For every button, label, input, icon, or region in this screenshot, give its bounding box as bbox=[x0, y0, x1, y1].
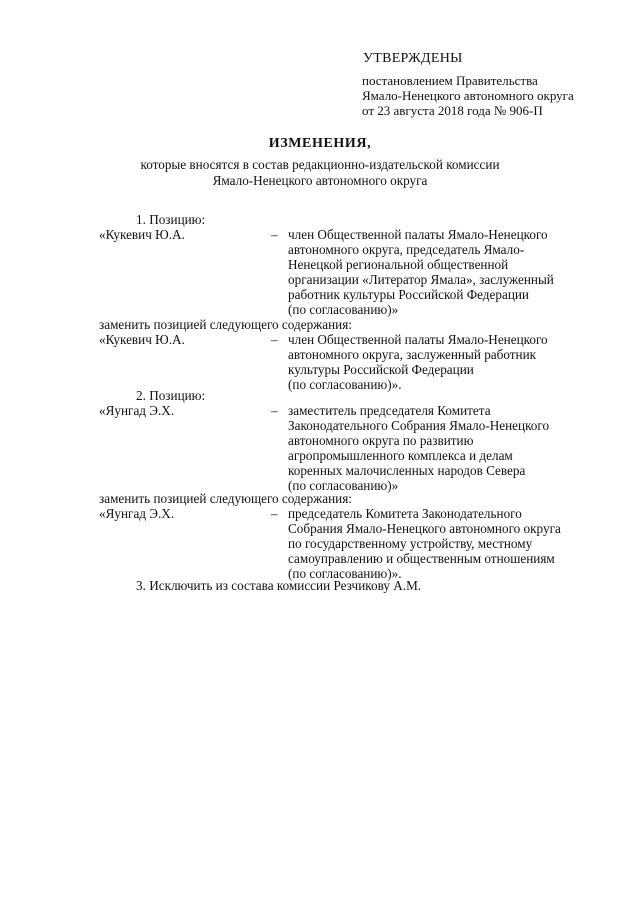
item-1-label: 1. Позицию: bbox=[136, 212, 206, 227]
item-1-old-name: «Кукевич Ю.А. bbox=[99, 227, 185, 242]
desc-line: агропромышленного комплекса и делам bbox=[288, 448, 513, 463]
desc-line: (по согласованию)». bbox=[288, 377, 402, 392]
desc-line: (по согласованию)» bbox=[288, 302, 399, 317]
item-1-new-name: «Кукевич Ю.А. bbox=[99, 332, 185, 347]
desc-line: автономного округа по развитию bbox=[288, 433, 474, 448]
desc-line: член Общественной палаты Ямало-Ненецкого bbox=[288, 332, 548, 347]
item-2-new-description bbox=[288, 506, 618, 581]
desc-line: Ненецкой региональной общественной bbox=[288, 257, 509, 272]
document-subtitle-line-2: Ямало-Ненецкого автономного округа bbox=[212, 173, 428, 188]
desc-line: работник культуры Российской Федерации bbox=[288, 287, 529, 302]
item-1-old-dash: – bbox=[271, 227, 278, 242]
item-1-old-description bbox=[288, 227, 618, 317]
desc-line: (по согласованию)». bbox=[288, 566, 402, 581]
item-2-replace-label: заменить позицией следующего содержания: bbox=[99, 491, 352, 506]
desc-line: Законодательного Собрания Ямало-Ненецкого bbox=[288, 418, 550, 433]
document-subtitle-line-1: которые вносятся в состав редакционно-издательской комиссии bbox=[140, 157, 500, 172]
item-1-new-dash: – bbox=[271, 332, 278, 347]
desc-line: организации «Литератор Ямала», заслуженный bbox=[288, 272, 554, 287]
item-1-new-description bbox=[288, 332, 618, 392]
desc-line: председатель Комитета Законодательного bbox=[288, 506, 522, 521]
item-2-new-dash: – bbox=[271, 506, 278, 521]
item-2-old-description bbox=[288, 403, 618, 493]
item-1-replace-label: заменить позицией следующего содержания: bbox=[99, 317, 352, 332]
approval-line-3: от 23 августа 2018 года № 906-П bbox=[362, 103, 543, 118]
desc-line: самоуправлению и общественным отношениям bbox=[288, 551, 555, 566]
item-2-new-name: «Яунгад Э.Х. bbox=[99, 506, 175, 521]
desc-line: культуры Российской Федерации bbox=[288, 362, 474, 377]
item-2-old-name: «Яунгад Э.Х. bbox=[99, 403, 175, 418]
approval-line-2: Ямало-Ненецкого автономного округа bbox=[362, 88, 574, 103]
item-2-label: 2. Позицию: bbox=[136, 388, 206, 403]
approval-title: УТВЕРЖДЕНЫ bbox=[363, 51, 463, 66]
desc-line: (по согласованию)» bbox=[288, 478, 399, 493]
desc-line: член Общественной палаты Ямало-Ненецкого bbox=[288, 227, 548, 242]
desc-line: по государственному устройству, местному bbox=[288, 536, 533, 551]
desc-line: коренных малочисленных народов Севера bbox=[288, 463, 526, 478]
document-title: ИЗМЕНЕНИЯ, bbox=[268, 136, 372, 151]
desc-line: автономного округа, заслуженный работник bbox=[288, 347, 537, 362]
desc-line: заместитель председателя Комитета bbox=[288, 403, 491, 418]
desc-line: автономного округа, председатель Ямало- bbox=[288, 242, 525, 257]
item-2-old-dash: – bbox=[271, 403, 278, 418]
approval-line-1: постановлением Правительства bbox=[362, 73, 538, 88]
desc-line: Собрания Ямало-Ненецкого автономного округа bbox=[288, 521, 561, 536]
item-3-text: 3. Исключить из состава комиссии Резчикову А.М. bbox=[136, 578, 422, 593]
